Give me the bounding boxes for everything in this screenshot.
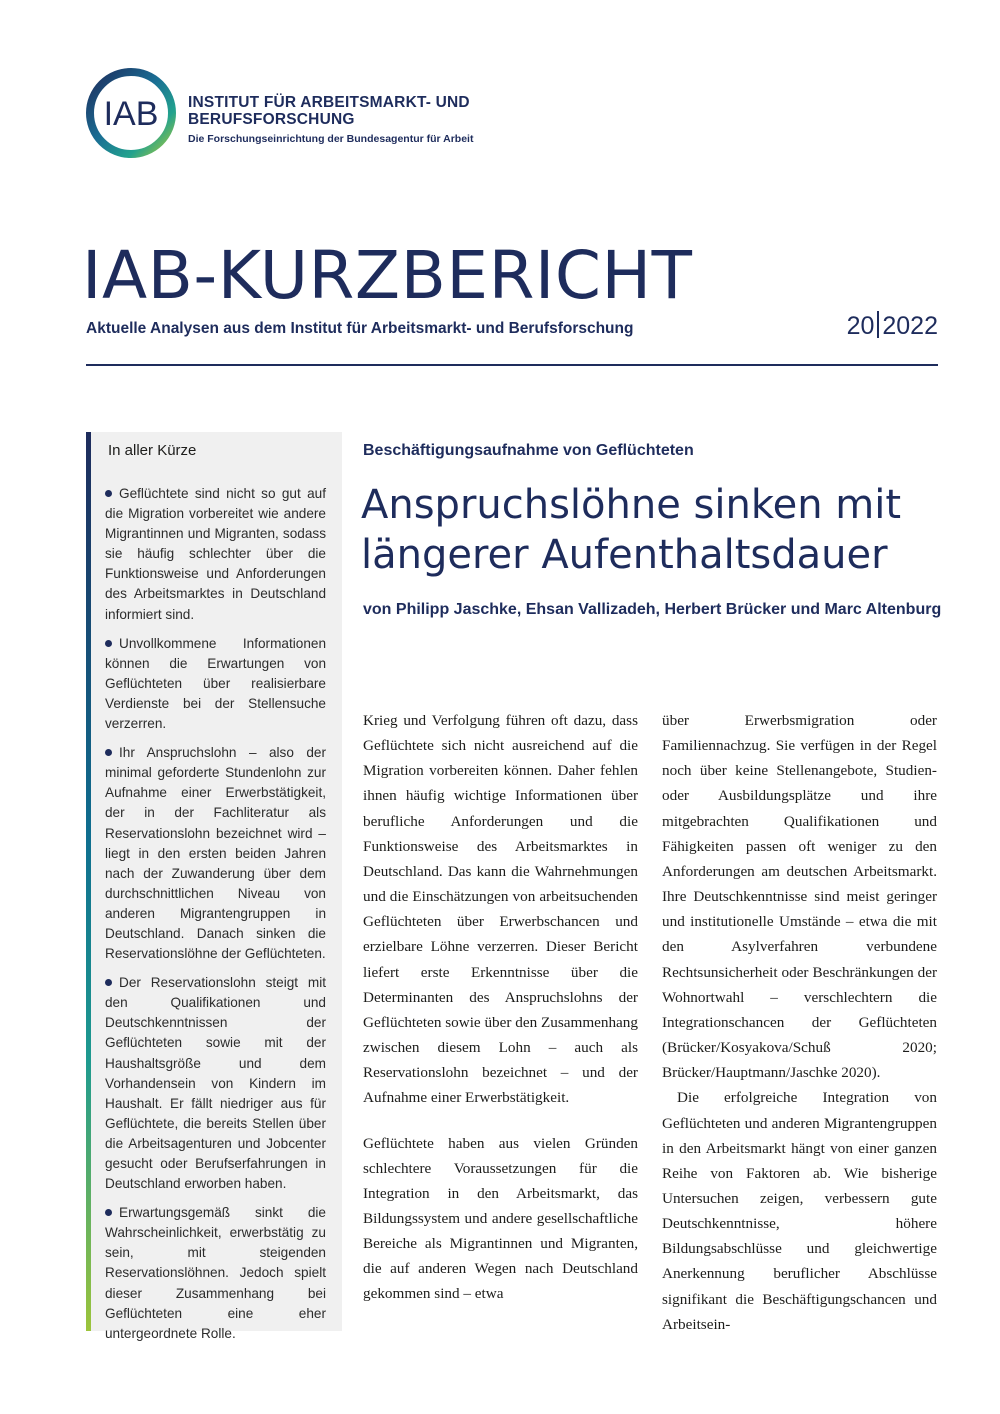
article-authors: von Philipp Jaschke, Ehsan Vallizadeh, Herbert Brücker und Marc Altenburg [363, 601, 942, 618]
summary-item-text: Ihr Anspruchslohn – also der minimal geforderte Stundenlohn zur Aufnahme einer Erwerbstätigkeit, der in der Fachliteratur als Reservationslohn bezeichnet wird – liegt in den ersten beiden Jahren nach der Zuwanderung über dem durchschnittlichen Niveau von anderen Migrantengruppen in Deutschland. Danach sinken die Reservationslöhne der Geflüchteten. [105, 745, 326, 962]
series-subtitle: Aktuelle Analysen aus dem Institut für Arbeitsmarkt- und Berufsforschung [86, 320, 634, 337]
summary-item [105, 743, 326, 964]
body-paragraph: Die erfolgreiche Integration von Geflüchteten und anderen Migrantengruppen in den Arbeitsmarkt hängt von einer ganzen Reihe von Faktoren ab. Wie bisherige Untersuchen zeigen, verbessern gute Deutschkenntnisse, höhere Bildungsabschlüsse und gleichwertige Anerkennung beruflicher Abschlüsse signifikant die Beschäftigungschancen und Arbeitsein- [662, 1089, 937, 1333]
summary-item-text: Erwartungsgemäß sinkt die Wahrscheinlichkeit, erwerbstätig zu sein, mit steigenden Reservationslöhnen. Jedoch spielt dieser Zusammenhang bei Geflüchteten eine eher untergeordnete Rolle. [105, 1205, 326, 1341]
summary-box [86, 432, 342, 1341]
bullet-icon [105, 749, 112, 756]
issue-no: 20 [846, 312, 875, 340]
bullet-icon [105, 640, 112, 647]
summary-item [105, 634, 326, 734]
article-title-line-2: längerer Aufenthaltsdauer [361, 532, 888, 578]
body-paragraph: Geflüchtete haben aus vielen Gründen schlechtere Voraussetzungen für die Integration in den Arbeitsmarkt, das Bildungssystem und andere gesellschaftliche Bereiche als Migrantinnen und Migranten, die auf anderen Wegen nach Deutschland gekommen sind – etwa [363, 1134, 638, 1303]
institute-line-1: INSTITUT FÜR ARBEITSMARKT- UND [188, 94, 470, 111]
text-column-1 [363, 708, 638, 1307]
bullet-icon [105, 1209, 112, 1216]
summary-item-text: Geflüchtete sind nicht so gut auf die Migration vorbereitet wie andere Migrantinnen und Migranten, sodass sie häufig schlechter über die Funktionsweise und Anforderungen des Arbeitsmarktes in Deutschland informiert sind. [105, 486, 326, 622]
article-kicker: Beschäftigungsaufnahme von Geflüchteten [363, 442, 694, 459]
article-title [361, 480, 961, 580]
institute-subtitle: Die Forschungseinrichtung der Bundesagentur für Arbeit [188, 133, 474, 145]
summary-item-text: Unvollkommene Informationen können die Erwartungen von Geflüchteten über realisierbare Verdienste bei der Stellensuche verzerren. [105, 635, 326, 732]
bullet-icon [105, 979, 112, 986]
series-title: IAB-KURZBERICHT [82, 237, 693, 314]
iab-logo [84, 66, 178, 160]
bullet-icon [105, 490, 112, 497]
institute-name [188, 94, 473, 148]
article-abstract: Krieg und Verfolgung führen oft dazu, dass Geflüchtete sich nicht ausreichend auf die Migration vorbereiten können. Daher fehlen ihnen häufig wichtige Informationen über berufliche Anforderungen und die Funktionsweise des Arbeitsmarktes in Deutschland. Das kann die Wahrnehmungen und die Einschätzungen von arbeitsuchenden Geflüchteten über Erwerbschancen und erzielbare Löhne verzerren. Dieser Bericht liefert erste Erkenntnisse über die Determinanten des Anspruchslohns der Geflüchteten sowie über den Zusammenhang zwischen diesem Lohn – auch als Reservationslohn bezeichnet – und der Aufnahme einer Erwerbstätigkeit. [363, 712, 638, 1107]
summary-heading: In aller Kürze [108, 442, 197, 459]
issue-divider [877, 311, 879, 338]
institute-line-2: BERUFSFORSCHUNG [188, 111, 355, 128]
issue-year: 2022 [882, 312, 938, 340]
text-column-2 [662, 708, 937, 1337]
body-paragraph: über Erwerbsmigration oder Familiennachzug. Sie verfügen in der Regel noch über keine Stellenangebote, Studien- oder Ausbildungsplätze und ihre mitgebrachten Qualifikationen und Fähigkeiten passen oft weniger zu den Anforderungen am deutschen Arbeitsmarkt. Ihre Deutschkenntnisse sind meist geringer und institutionelle Umstände – etwa die mit den Asylverfahren verbundene Rechtsunsicherheit oder Beschränkungen der Wohnortwahl – verschlechtern die Integrationschancen der Geflüchteten (Brücker/Kosyakova/Schuß 2020; Brücker/Hauptmann/Jaschke 2020). [662, 712, 937, 1082]
summary-item [105, 484, 326, 625]
summary-item-text: Der Reservationslohn steigt mit den Qualifikationen und Deutschkenntnissen der Geflüchteten sowie mit der Haushaltsgröße und dem Vorhandensein von Kindern im Haushalt. Er fällt niedriger aus für Geflüchtete, die bereits Stellen über die Arbeitsagenturen und Jobcenter gesucht oder Berufserfahrungen in Deutschland erworben haben. [105, 975, 326, 1192]
summary-item [105, 973, 326, 1194]
summary-accent-bar [86, 432, 91, 1331]
header-rule [86, 364, 938, 366]
summary-item [105, 1203, 326, 1344]
logo-text: IAB [103, 95, 159, 133]
article-title-line-1: Anspruchslöhne sinken mit [361, 482, 902, 528]
issue-number [847, 311, 938, 341]
